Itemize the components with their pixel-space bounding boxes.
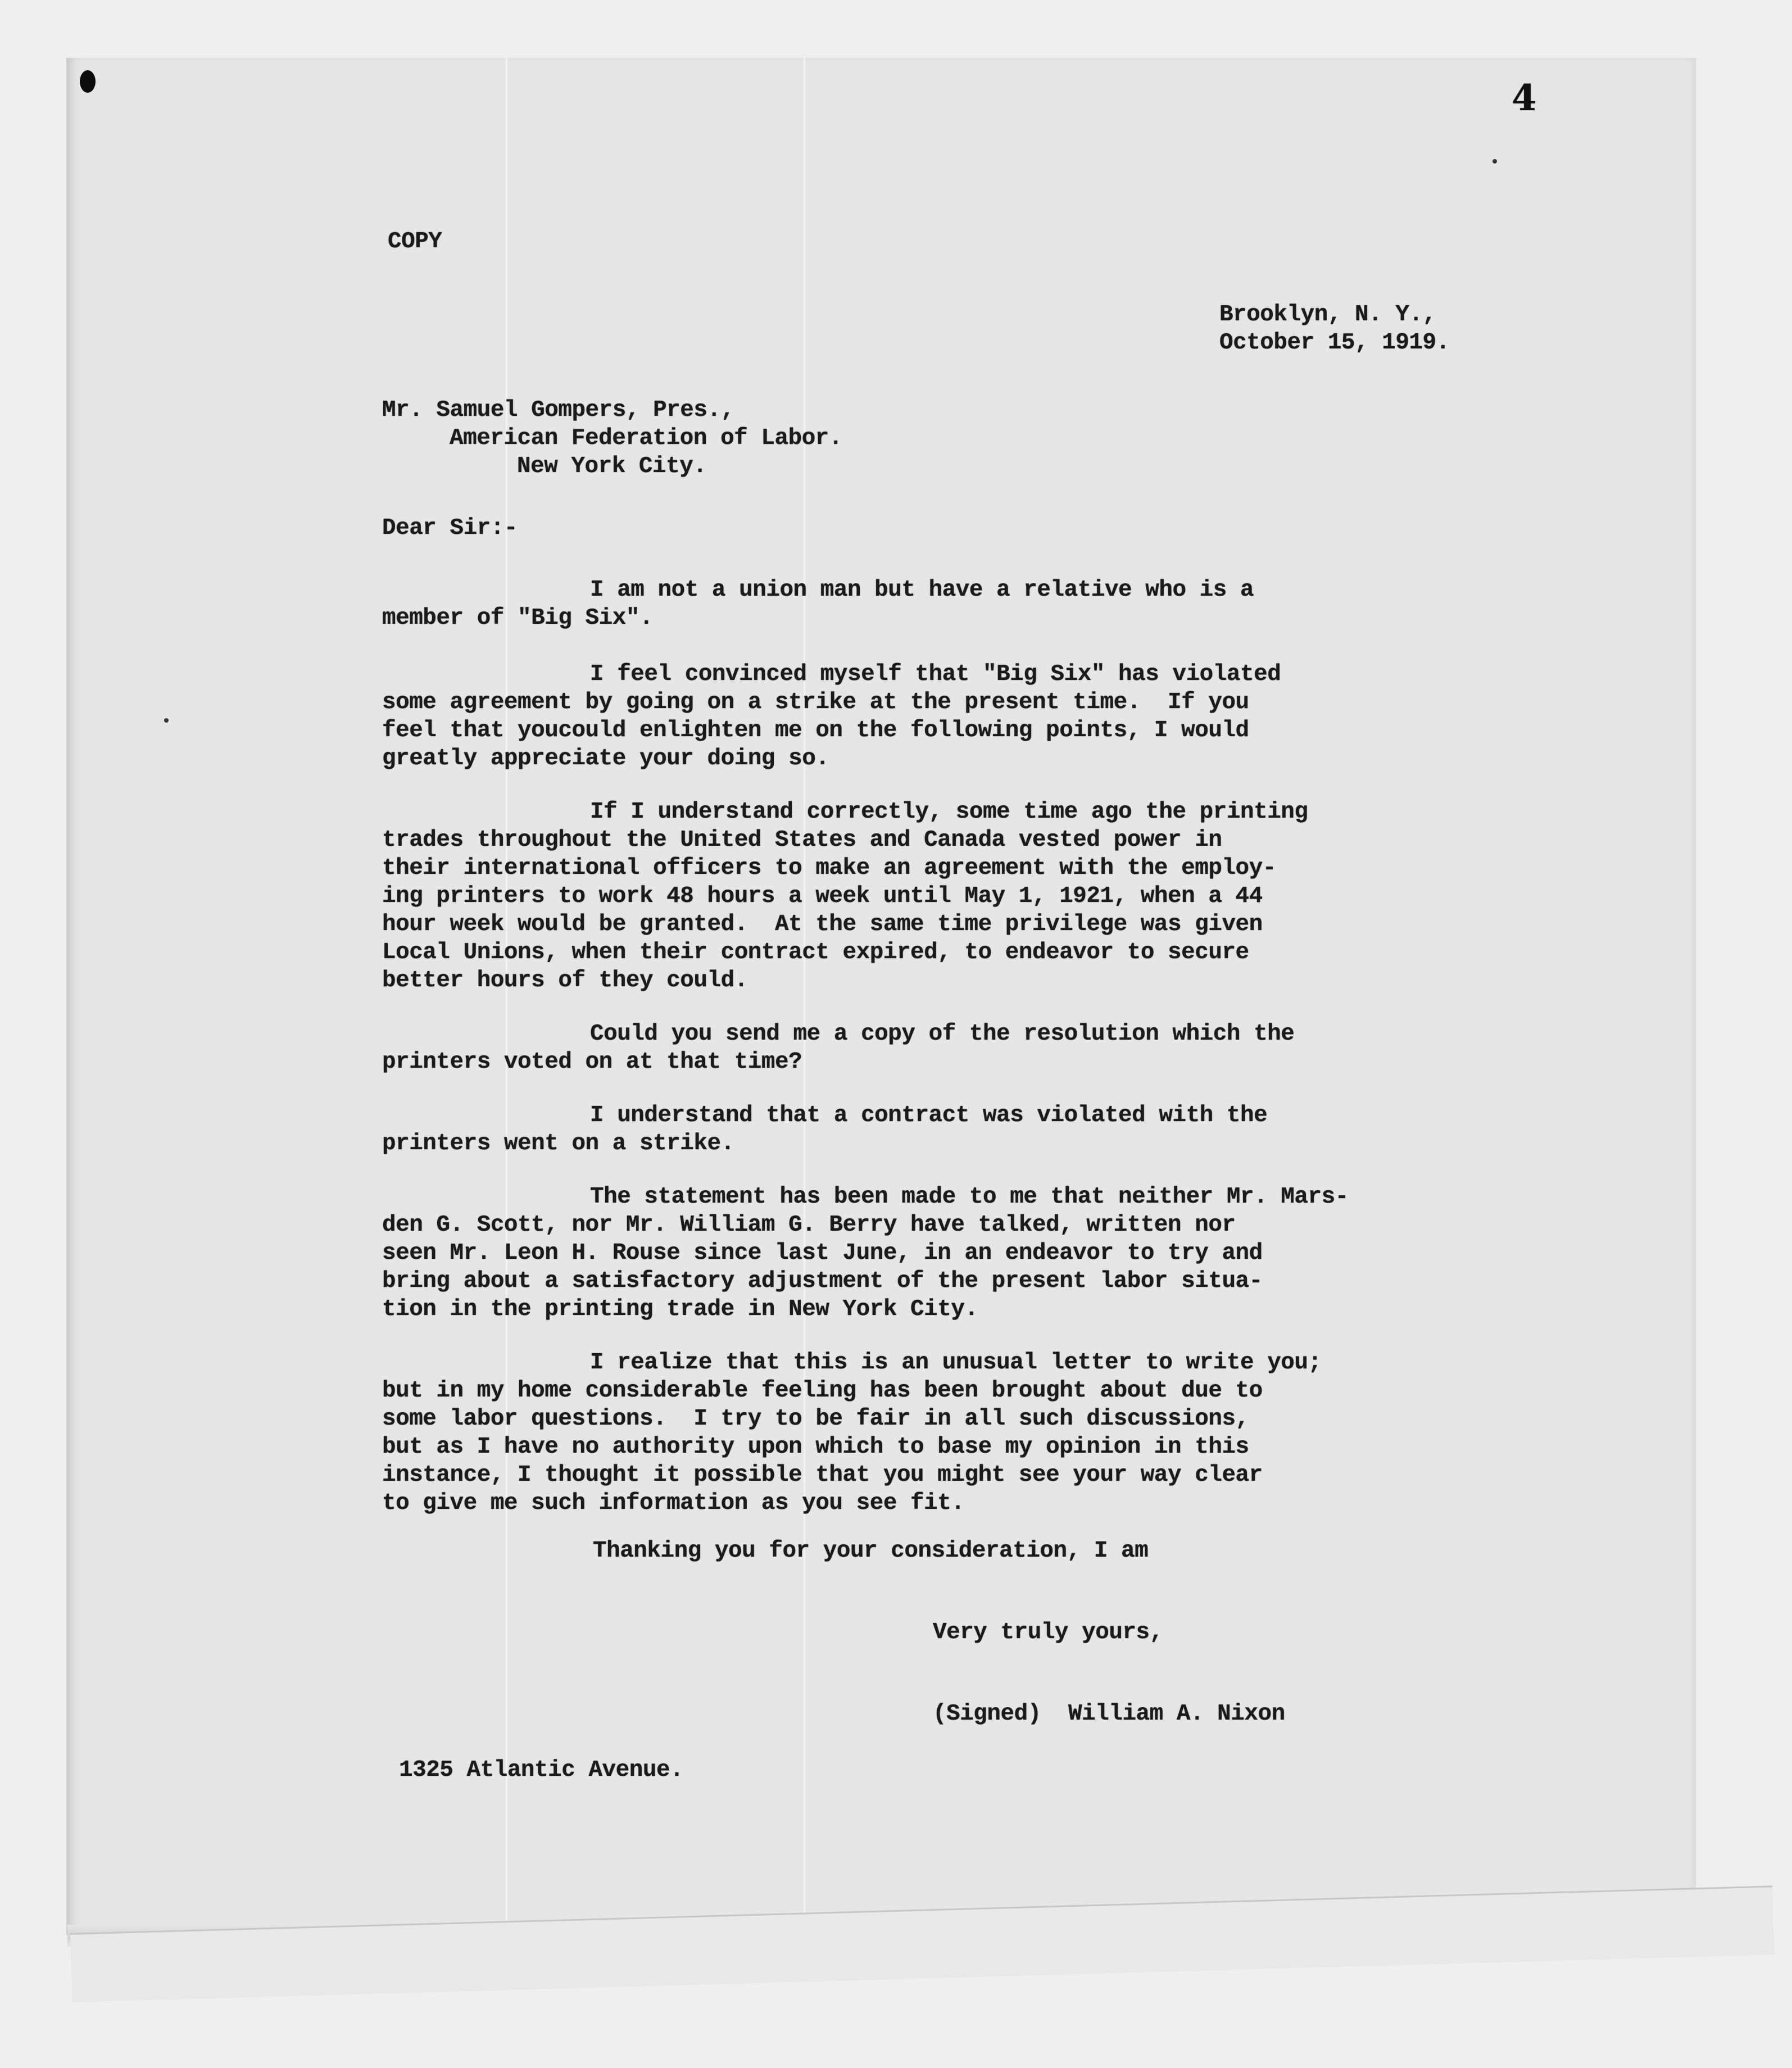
recipient-organization: American Federation of Labor. [450, 425, 843, 451]
paragraph-3-line: ing printers to work 48 hours a week until May 1, 1921, when a 44 [382, 883, 1263, 909]
punch-hole-mark [80, 70, 96, 93]
copy-label: COPY [388, 229, 442, 255]
paragraph-3-line: Local Unions, when their contract expired, to endeavor to secure [382, 940, 1249, 965]
paragraph-3-line: their international officers to make an agreement with the employ- [382, 855, 1276, 881]
paragraph-2-line: some agreement by going on a strike at the present time. If you [382, 690, 1249, 715]
paragraph-7-line: I realize that this is an unusual letter to write you; [590, 1350, 1322, 1376]
paragraph-1-line: I am not a union man but have a relative who is a [590, 577, 1254, 603]
closing: Very truly yours, [933, 1620, 1163, 1645]
speck-mark [1492, 159, 1497, 164]
paragraph-7-line: some labor questions. I try to be fair in all such discussions, [382, 1406, 1249, 1432]
paragraph-7-line: but in my home considerable feeling has been brought about due to [382, 1378, 1263, 1404]
recipient-city: New York City. [517, 453, 707, 479]
paragraph-6-line: The statement has been made to me that neither Mr. Mars- [590, 1184, 1349, 1210]
paragraph-4-line: Could you send me a copy of the resolution which the [590, 1021, 1295, 1047]
sender-address: 1325 Atlantic Avenue. [399, 1757, 684, 1783]
paragraph-7-line: instance, I thought it possible that you might see your way clear [382, 1462, 1263, 1488]
paragraph-7-line: to give me such information as you see fit. [382, 1490, 965, 1516]
fold-line [506, 58, 507, 1935]
letter-page [66, 58, 1696, 1935]
paragraph-3-line: trades throughout the United States and Canada vested power in [382, 827, 1222, 853]
recipient-name: Mr. Samuel Gompers, Pres., [382, 397, 734, 423]
paragraph-6-line: den G. Scott, nor Mr. William G. Berry have talked, written nor [382, 1212, 1236, 1238]
paragraph-3-line: hour week would be granted. At the same time privilege was given [382, 911, 1263, 937]
paragraph-7-line: but as I have no authority upon which to base my opinion in this [382, 1434, 1249, 1460]
letter-date: October 15, 1919. [1219, 330, 1450, 356]
paragraph-1-line: member of "Big Six". [382, 605, 654, 631]
paragraph-3-line: better hours of they could. [382, 968, 748, 994]
paragraph-2-line: I feel convinced myself that "Big Six" has violated [590, 661, 1281, 687]
page-number: 4 [1512, 77, 1537, 119]
paragraph-8-line: Thanking you for your consideration, I am [593, 1538, 1149, 1564]
paragraph-6-line: seen Mr. Leon H. Rouse since last June, in an endeavor to try and [382, 1240, 1263, 1266]
paragraph-5-line: printers went on a strike. [382, 1131, 734, 1157]
salutation: Dear Sir:- [382, 515, 518, 541]
paragraph-6-line: bring about a satisfactory adjustment of the present labor situa- [382, 1268, 1263, 1294]
letter-place: Brooklyn, N. Y., [1219, 302, 1436, 328]
paragraph-2-line: greatly appreciate your doing so. [382, 746, 829, 772]
paragraph-2-line: feel that youcould enlighten me on the following points, I would [382, 718, 1249, 743]
signature: (Signed) William A. Nixon [933, 1701, 1285, 1727]
speck-mark [164, 718, 169, 723]
paragraph-3-line: If I understand correctly, some time ago the printing [590, 799, 1308, 825]
fold-line [804, 58, 805, 1935]
paragraph-6-line: tion in the printing trade in New York City. [382, 1296, 978, 1322]
paragraph-4-line: printers voted on at that time? [382, 1049, 802, 1075]
paragraph-5-line: I understand that a contract was violated with the [590, 1103, 1268, 1128]
